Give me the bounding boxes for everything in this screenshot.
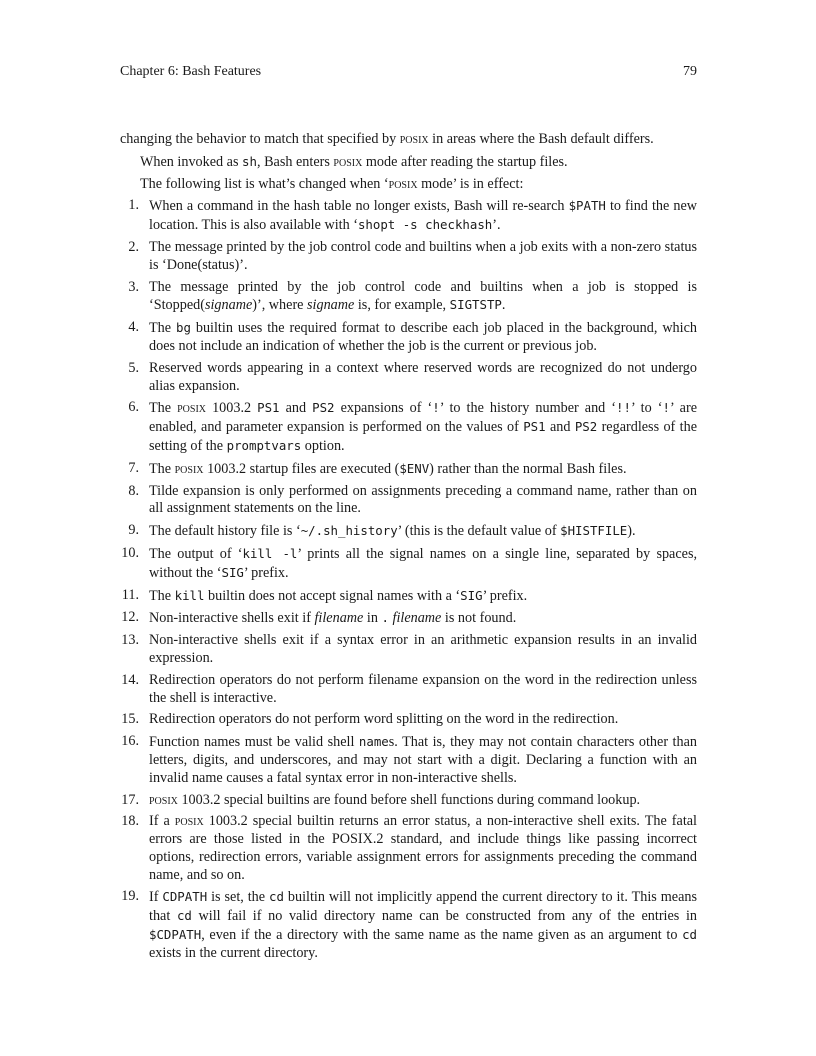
list-item: 19. If CDPATH is set, the cd builtin will not implicitly append the current directory to it. This means that cd will fail if no valid directory name can be constructed from any of the entries in $CDPATH, even if the a directory with the same name as the name given as an argument to cd exists in the current directory.: [121, 888, 698, 961]
list-item: 12. Non-interactive shells exit if filename in . filename is not found.: [121, 609, 517, 627]
list-item: 10. The output of ‘kill -l’ prints all the signal names on a single line, separated by spaces, without the ‘SIG’ prefix.: [121, 544, 698, 581]
list-item: 1. When a command in the hash table no longer exists, Bash will re-search $PATH to find the new location. This is also available with ‘shopt -s checkhash’.: [128, 197, 697, 234]
list-item: 2. The message printed by the job control code and builtins when a job exits with a non-zero status is ‘Done(status)’.: [128, 238, 697, 273]
chapter-title: Chapter 6: Bash Features: [120, 64, 262, 79]
list-item: 9. The default history file is ‘~/.sh_history’ (this is the default value of $HISTFILE).: [128, 522, 636, 540]
list-item: 13. Non-interactive shells exit if a syntax error in an arithmetic expansion results in an invalid expression.: [121, 632, 697, 666]
paragraph: changing the behavior to match that specified by posix in areas where the Bash default differs.: [120, 131, 654, 147]
list-item: 16. Function names must be valid shell names. That is, they may not contain characters other than letters, digits, and underscores, and may not start with a digit. Declaring a function with an invalid name causes a fatal syntax error in non-interactive shells.: [121, 733, 697, 786]
list-item: 15. Redirection operators do not perform word splitting on the word in the redirection.: [121, 711, 619, 728]
list-item: 8. Tilde expansion is only performed on assignments preceding a command name, rather than on all assignment statements on the line.: [128, 482, 697, 517]
paragraph: When invoked as sh, Bash enters posix mode after reading the startup files.: [140, 153, 568, 170]
page-body: [120, 131, 697, 967]
list-item: 17. posix 1003.2 special builtins are found before shell functions during command lookup.: [121, 791, 641, 808]
list-item: 14. Redirection operators do not perform filename expansion on the word in the redirection unless the shell is interactive.: [121, 671, 697, 706]
list-item: 3. The message printed by the job control code and builtins when a job is stopped is ‘Stopped(signame)’, where signame is, for example, SIGTSTP.: [128, 278, 697, 314]
list-item: 7. The posix 1003.2 startup files are executed ($ENV) rather than the normal Bash files.: [128, 459, 627, 477]
page-number: 79: [683, 64, 697, 79]
list-item: 11. The kill builtin does not accept signal names with a ‘SIG’ prefix.: [121, 586, 528, 604]
list-item: 5. Reserved words appearing in a context where reserved words are recognized do not undergo alias expansion.: [128, 359, 697, 394]
page-header: [120, 64, 697, 82]
list-item: 18. If a posix 1003.2 special builtin returns an error status, a non-interactive shell exits. The fatal errors are those listed in the POSIX.2 standard, and include things like passing incorrect options, redirection errors, variable assignment errors for assignments preceding the command name, and so on.: [121, 813, 697, 883]
list-item: 4. The bg builtin uses the required format to describe each job placed in the background, which does not include an indication of whether the job is the current or previous job.: [128, 319, 697, 354]
list-item: 6. The posix 1003.2 PS1 and PS2 expansions of ‘!’ to the history number and ‘!!’ to ‘!’ are enabled, and parameter expansion is performed on the values of PS1 and PS2 regardless of the setting of the promptvars option.: [128, 399, 697, 454]
posix-changes-list: [120, 197, 697, 962]
paragraph: The following list is what’s changed when ‘posix mode’ is in effect:: [140, 175, 524, 192]
